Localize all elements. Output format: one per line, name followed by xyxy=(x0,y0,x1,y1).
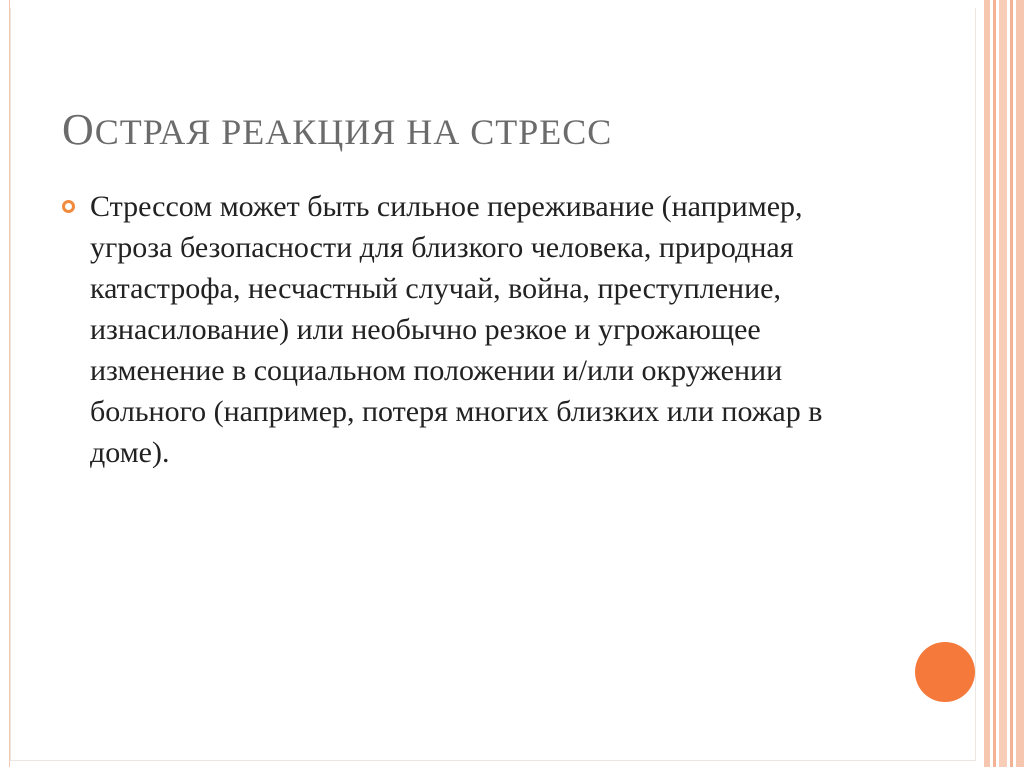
orange-circle-icon xyxy=(915,642,975,702)
title-first-letter: О xyxy=(62,105,95,154)
slide-title xyxy=(62,104,612,155)
stripe xyxy=(984,0,990,767)
bullet-text: Стрессом может быть сильное переживание (например, угроза безопасности для близкого человека, природная катастрофа, несчастный случай, война, преступление, изнасилование) или необычно резкое и угрожающее изменение в социальном положении и/или окружении больного (например, потеря многих близких или пожар в доме). xyxy=(90,190,823,469)
stripe xyxy=(999,0,1007,767)
decorative-stripes xyxy=(984,0,1024,767)
stripe xyxy=(993,0,996,767)
title-rest: СТРАЯ РЕАКЦИЯ НА СТРЕСС xyxy=(94,112,613,152)
stripe xyxy=(1010,0,1013,767)
ring-bullet-icon xyxy=(62,200,75,213)
stripe xyxy=(1016,0,1024,767)
